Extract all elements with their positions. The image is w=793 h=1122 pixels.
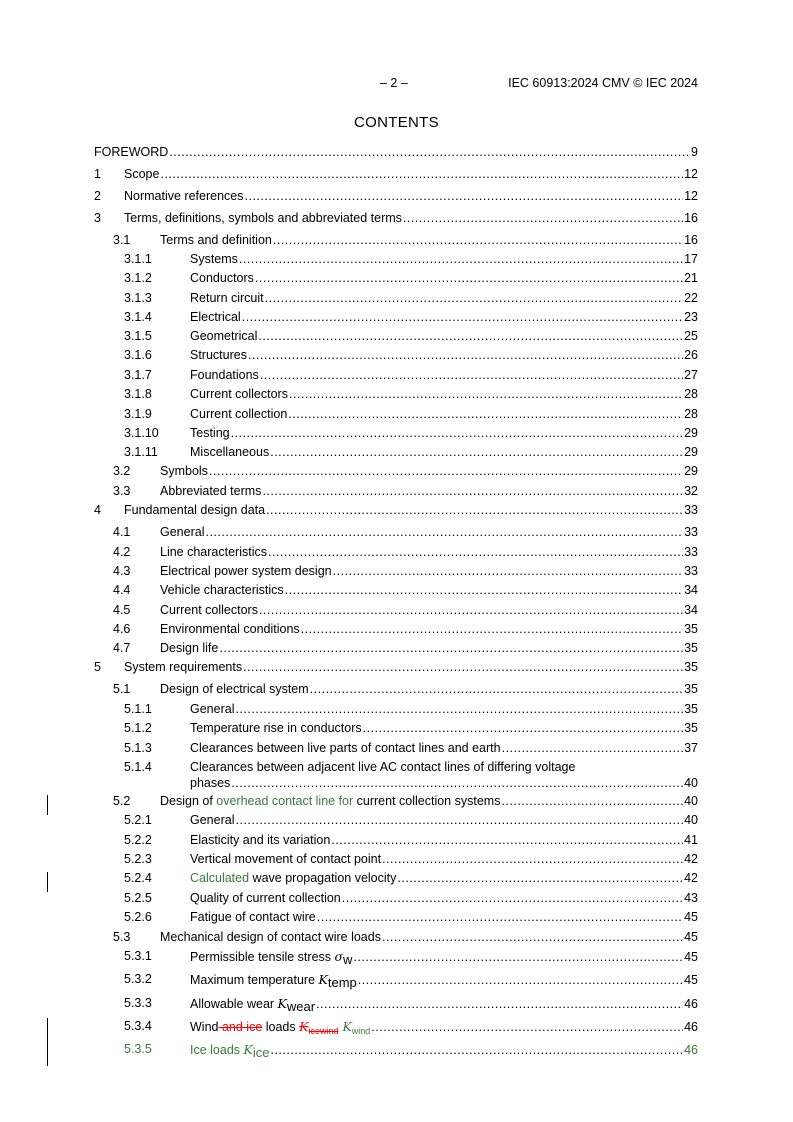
toc-entry-page: 40 [684, 776, 698, 790]
toc-entry-number: 4.4 [113, 583, 131, 597]
toc-entry-number: 1 [94, 167, 101, 181]
toc-entry-title [124, 189, 244, 204]
title-text: General [190, 813, 235, 827]
toc-entry-title [160, 930, 381, 945]
dot-leader [331, 833, 683, 848]
toc-entry-number: 5.3.2 [124, 972, 152, 986]
dot-leader [363, 721, 683, 736]
toc-entry-number: 4.1 [113, 525, 131, 539]
toc-entry-line [190, 368, 698, 383]
toc-entry-page: 29 [684, 445, 698, 459]
toc-entry-page: 46 [684, 1020, 698, 1034]
title-text: Maximum temperature [190, 973, 319, 987]
toc-entry-line [160, 233, 698, 248]
title-text: Miscellaneous [190, 445, 270, 459]
title-text: Vertical movement of contact point [190, 852, 382, 866]
toc-entry-line [190, 776, 698, 791]
toc-entry-number: 5.1.2 [124, 721, 152, 735]
title-text: Design of [160, 794, 217, 808]
symbol-subscript: ice [252, 1045, 270, 1060]
toc-entry-page: 12 [684, 189, 698, 203]
toc-entry-line [190, 445, 698, 460]
inserted-text: overhead contact line for [216, 794, 354, 808]
change-bar [47, 872, 48, 892]
inserted-symbol: K [338, 1019, 352, 1034]
toc-entry-title [190, 426, 230, 441]
symbol-subscript: w [343, 952, 353, 967]
title-text: wave propagation velocity [249, 871, 397, 885]
deleted-subscript: icewind [308, 1026, 339, 1036]
toc-entry-page: 23 [684, 310, 698, 324]
title-text: Vehicle characteristics [160, 583, 284, 597]
toc-entry-line [190, 426, 698, 441]
toc-entry-page: 35 [684, 702, 698, 716]
toc-entry-number: 5.2.1 [124, 813, 152, 827]
toc-entry-number: 3.1.11 [124, 445, 158, 459]
toc-entry-title [190, 813, 234, 828]
toc-entry-line [190, 910, 698, 925]
toc-entry-page: 35 [684, 721, 698, 735]
title-text: loads [262, 1020, 300, 1034]
dot-leader [219, 641, 683, 656]
title-text: Current collectors [160, 603, 258, 617]
title-text: Current collectors [190, 387, 288, 401]
toc-entry-number: 2 [94, 189, 101, 203]
toc-entry-title [190, 329, 257, 344]
page-title: CONTENTS [354, 114, 439, 131]
toc-entry-page: 29 [684, 426, 698, 440]
toc-entry-title [160, 794, 500, 809]
dot-leader [245, 189, 684, 204]
toc-entry-page: 35 [684, 641, 698, 655]
toc-entry-number: 5.2.6 [124, 910, 152, 924]
toc-entry-number: 5.1.3 [124, 741, 152, 755]
toc-entry-number: 3.1.1 [124, 252, 152, 266]
toc-entry-line [190, 407, 698, 422]
toc-entry-page: 29 [684, 464, 698, 478]
toc-entry-title [160, 603, 258, 618]
toc-entry-page: 34 [684, 603, 698, 617]
dot-leader [235, 702, 683, 717]
dot-leader [262, 484, 683, 499]
dot-leader [258, 329, 683, 344]
toc-entry-number: 5.1 [113, 682, 131, 696]
toc-entry-number: 4.6 [113, 622, 131, 636]
toc-entry-page: 45 [684, 950, 698, 964]
toc-entry-number: 4.5 [113, 603, 131, 617]
dot-leader [270, 445, 683, 460]
toc-entry-title [190, 445, 269, 460]
toc-entry-number: 4 [94, 503, 101, 517]
dot-leader [273, 233, 683, 248]
toc-entry-title [160, 545, 267, 560]
toc-entry-number: 3.1.6 [124, 348, 152, 362]
dot-leader [353, 950, 683, 965]
toc-entry-title [190, 949, 352, 967]
toc-entry-page: 42 [684, 852, 698, 866]
title-text: Foundations [190, 368, 259, 382]
dot-leader [342, 891, 683, 906]
toc-entry-title [160, 564, 332, 579]
dot-leader [301, 622, 683, 637]
title-text: Ice loads [190, 1043, 244, 1057]
title-text: General [190, 702, 235, 716]
toc-entry-title-line: Clearances between adjacent live AC contact lines of differing voltage [190, 760, 576, 774]
dot-leader [358, 973, 683, 988]
toc-entry-number: 5.3.5 [124, 1042, 152, 1056]
toc-entry-page: 40 [684, 794, 698, 808]
toc-entry-title [190, 972, 357, 990]
toc-entry-title [190, 833, 330, 848]
toc-entry-page: 34 [684, 583, 698, 597]
title-text: Symbols [160, 464, 208, 478]
dot-leader [371, 1020, 683, 1035]
title-text: Abbreviated terms [160, 484, 262, 498]
toc-entry-line [190, 1019, 698, 1039]
toc-entry-line [160, 794, 698, 809]
toc-entry-line [190, 972, 698, 990]
title-text: Electrical [190, 310, 241, 324]
title-text: Wind [190, 1020, 219, 1034]
change-bar [47, 1018, 48, 1066]
toc-entry-line [124, 660, 698, 675]
toc-entry-page: 22 [684, 291, 698, 305]
toc-entry-title [190, 996, 315, 1014]
toc-entry-title [190, 291, 264, 306]
toc-entry-line [124, 189, 698, 204]
toc-entry-title [190, 1042, 269, 1060]
title-text: Quality of current collection [190, 891, 341, 905]
toc-entry-number: 3 [94, 211, 101, 225]
title-text: Clearances between live parts of contact lines and earth [190, 741, 501, 755]
toc-entry-line [190, 310, 698, 325]
dot-leader [243, 660, 683, 675]
toc-entry-page: 46 [684, 1043, 698, 1057]
dot-leader [231, 776, 683, 791]
page-number: – 2 – [380, 76, 408, 90]
toc-entry-number: 4.3 [113, 564, 131, 578]
toc-entry-line [190, 996, 698, 1014]
toc-entry-line [160, 622, 698, 637]
toc-entry-line [190, 702, 698, 717]
toc-entry-page: 26 [684, 348, 698, 362]
toc-entry-page: 33 [684, 564, 698, 578]
toc-entry-title [190, 776, 230, 791]
toc-entry-number: 4.7 [113, 641, 131, 655]
toc-entry-number: 5 [94, 660, 101, 674]
dot-leader [242, 310, 683, 325]
dot-leader [285, 583, 683, 598]
toc-entry-number: 3.1.9 [124, 407, 152, 421]
toc-entry-page: 12 [684, 167, 698, 181]
toc-entry-number: 3.1.5 [124, 329, 152, 343]
dot-leader [259, 603, 683, 618]
toc-entry-number: 5.3.1 [124, 949, 152, 963]
dot-leader [260, 368, 683, 383]
title-text: Testing [190, 426, 230, 440]
toc-entry-line [160, 682, 698, 697]
title-text: Systems [190, 252, 238, 266]
deleted-text: and ice [218, 1020, 263, 1034]
toc-entry-page: 28 [684, 407, 698, 421]
toc-entry-page: 25 [684, 329, 698, 343]
dot-leader [169, 145, 689, 160]
toc-entry-line [124, 211, 698, 226]
toc-entry-page: 41 [684, 833, 698, 847]
dot-leader [382, 852, 683, 867]
dot-leader [317, 910, 683, 925]
symbol-subscript: temp [327, 975, 357, 990]
toc-entry-title [190, 871, 396, 886]
toc-entry-line [160, 603, 698, 618]
inserted-text: Calculated [190, 871, 250, 885]
toc-entry-page: 28 [684, 387, 698, 401]
change-bar [47, 795, 48, 815]
toc-entry-title [190, 407, 287, 422]
toc-entry-title [190, 852, 381, 867]
toc-entry-number: 5.2.5 [124, 891, 152, 905]
toc-entry-line [160, 564, 698, 579]
toc-entry-title [94, 145, 168, 160]
dot-leader [235, 813, 683, 828]
dot-leader [316, 997, 683, 1012]
symbol-subscript: wear [286, 999, 316, 1014]
inserted-subscript: wind [351, 1026, 371, 1036]
toc-entry-title [190, 252, 238, 267]
toc-entry-line [94, 145, 698, 160]
toc-entry-page: 16 [684, 211, 698, 225]
toc-entry-number: 3.1.10 [124, 426, 159, 440]
toc-entry-page: 45 [684, 973, 698, 987]
toc-entry-number: 5.3.4 [124, 1019, 152, 1033]
toc-entry-title [190, 368, 259, 383]
dot-leader [239, 252, 683, 267]
title-text: Environmental conditions [160, 622, 300, 636]
symbol: K [243, 1042, 253, 1057]
toc-entry-line [190, 741, 698, 756]
toc-entry-title [160, 525, 204, 540]
toc-entry-title [190, 271, 254, 286]
toc-entry-title [124, 660, 242, 675]
toc-entry-title [160, 233, 272, 248]
toc-entry-page: 45 [684, 910, 698, 924]
toc-entry-number: 5.2.2 [124, 833, 152, 847]
toc-entry-title [190, 721, 362, 736]
title-text: current collection systems [353, 794, 501, 808]
symbol: σ [334, 949, 344, 964]
toc-entry-title [190, 910, 316, 925]
toc-entry-page: 17 [684, 252, 698, 266]
title-text: Scope [124, 167, 160, 181]
toc-entry-number: 5.3.3 [124, 996, 152, 1010]
toc-entry-page: 33 [684, 525, 698, 539]
title-text: Elasticity and its variation [190, 833, 331, 847]
toc-entry-title [160, 641, 218, 656]
toc-entry-number: 3.2 [113, 464, 131, 478]
title-text: Terms, definitions, symbols and abbreviated terms [124, 211, 402, 225]
toc-entry-line [190, 871, 698, 886]
title-text: Return circuit [190, 291, 264, 305]
toc-entry-page: 40 [684, 813, 698, 827]
toc-entry-number: 5.1.1 [124, 702, 152, 716]
toc-entry-title [124, 211, 402, 226]
toc-entry-number: 5.1.4 [124, 760, 152, 774]
toc-entry-page: 32 [684, 484, 698, 498]
toc-entry-line [124, 167, 698, 182]
dot-leader [160, 167, 683, 182]
toc-entry-line [190, 852, 698, 867]
dot-leader [382, 930, 683, 945]
toc-entry-line [160, 930, 698, 945]
dot-leader [403, 211, 683, 226]
title-text: Mechanical design of contact wire loads [160, 930, 381, 944]
toc-entry-title [124, 167, 159, 182]
toc-entry-line [160, 545, 698, 560]
toc-entry-page: 16 [684, 233, 698, 247]
title-text: Temperature rise in conductors [190, 721, 362, 735]
toc-entry-line [124, 503, 698, 518]
dot-leader [333, 564, 683, 579]
title-text: Permissible tensile stress [190, 950, 335, 964]
toc-entry-line [160, 464, 698, 479]
toc-entry-title [190, 348, 247, 363]
toc-entry-line [190, 1042, 698, 1060]
toc-entry-page: 43 [684, 891, 698, 905]
dot-leader [501, 794, 683, 809]
toc-entry-title [190, 310, 241, 325]
dot-leader [268, 545, 683, 560]
toc-entry-title [124, 503, 265, 518]
dot-leader [270, 1043, 683, 1058]
toc-entry-page: 37 [684, 741, 698, 755]
toc-entry-title [190, 387, 288, 402]
toc-entry-number: 5.3 [113, 930, 131, 944]
toc-entry-title [160, 583, 284, 598]
toc-entry-number: 5.2.4 [124, 871, 152, 885]
toc-entry-line [160, 641, 698, 656]
title-text: Geometrical [190, 329, 258, 343]
title-text: Electrical power system design [160, 564, 332, 578]
title-text: FOREWORD [94, 145, 169, 159]
title-text: Structures [190, 348, 247, 362]
symbol: K [318, 972, 328, 987]
dot-leader [289, 387, 683, 402]
toc-entry-page: 42 [684, 871, 698, 885]
toc-entry-number: 4.2 [113, 545, 131, 559]
dot-leader [266, 503, 683, 518]
document-id: IEC 60913:2024 CMV © IEC 2024 [508, 76, 698, 90]
toc-entry-line [190, 348, 698, 363]
toc-entry-page: 9 [691, 145, 698, 159]
dot-leader [502, 741, 683, 756]
dot-leader [231, 426, 683, 441]
title-text: System requirements [124, 660, 243, 674]
toc-entry-line [160, 583, 698, 598]
dot-leader [265, 291, 683, 306]
toc-entry-number: 3.1.4 [124, 310, 152, 324]
title-text: phases [190, 776, 231, 790]
toc-entry-page: 33 [684, 545, 698, 559]
dot-leader [397, 871, 683, 886]
title-text: Line characteristics [160, 545, 267, 559]
dot-leader [255, 271, 683, 286]
dot-leader [209, 464, 683, 479]
toc-entry-title [190, 891, 341, 906]
symbol: K [277, 996, 287, 1011]
toc-entry-title [160, 464, 208, 479]
deleted-symbol: K [299, 1019, 309, 1034]
title-text: Fundamental design data [124, 503, 266, 517]
toc-entry-line [190, 252, 698, 267]
toc-entry-number: 3.1.7 [124, 368, 152, 382]
page-header [380, 76, 698, 90]
toc-entry-line [160, 525, 698, 540]
toc-entry-page: 33 [684, 503, 698, 517]
toc-entry-line [190, 329, 698, 344]
dot-leader [310, 682, 683, 697]
toc-entry-page: 27 [684, 368, 698, 382]
title-text: Terms and definition [160, 233, 272, 247]
toc-entry-title [190, 702, 234, 717]
toc-entry-page: 35 [684, 622, 698, 636]
toc-entry-line [190, 721, 698, 736]
toc-entry-line [190, 949, 698, 967]
toc-entry-page: 46 [684, 997, 698, 1011]
toc-entry-line [190, 291, 698, 306]
title-text: Allowable wear [190, 997, 278, 1011]
title-text: Current collection [190, 407, 288, 421]
toc-entry-title [190, 1019, 370, 1039]
toc-entry-page: 35 [684, 682, 698, 696]
toc-entry-line [190, 891, 698, 906]
title-text: Normative references [124, 189, 244, 203]
title-text: Design of electrical system [160, 682, 309, 696]
toc-entry-page: 21 [684, 271, 698, 285]
toc-entry-line [190, 813, 698, 828]
toc-entry-title [190, 741, 501, 756]
title-text: General [160, 525, 205, 539]
toc-entry-number: 3.1.8 [124, 387, 152, 401]
title-text: Design life [160, 641, 219, 655]
toc-entry-line [190, 833, 698, 848]
toc-entry-number: 3.1 [113, 233, 131, 247]
title-text: Fatigue of contact wire [190, 910, 316, 924]
toc-entry-number: 5.2.3 [124, 852, 152, 866]
toc-entry-number: 3.1.3 [124, 291, 152, 305]
toc-entry-page: 45 [684, 930, 698, 944]
toc-entry-title [160, 682, 309, 697]
toc-entry-page: 35 [684, 660, 698, 674]
toc-entry-number: 3.1.2 [124, 271, 152, 285]
dot-leader [248, 348, 683, 363]
toc-entry-number: 3.3 [113, 484, 131, 498]
title-text: Conductors [190, 271, 254, 285]
toc-entry-line [160, 484, 698, 499]
toc-entry-number: 5.2 [113, 794, 131, 808]
toc-entry-line [190, 387, 698, 402]
dot-leader [205, 525, 683, 540]
toc-entry-line [190, 271, 698, 286]
toc-entry-title [160, 484, 261, 499]
dot-leader [288, 407, 683, 422]
toc-entry-title [160, 622, 300, 637]
